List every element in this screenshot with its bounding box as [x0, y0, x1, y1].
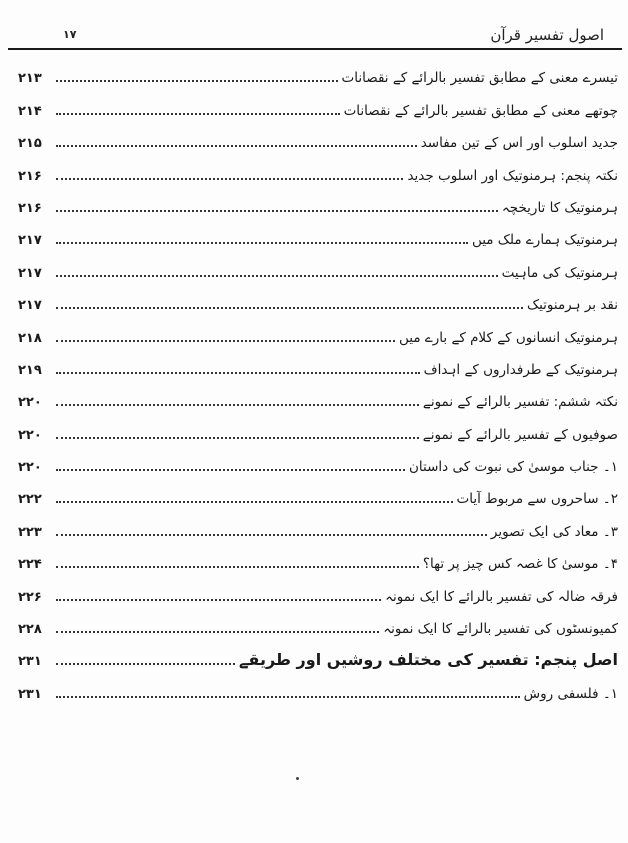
- page-header: [8, 22, 622, 52]
- dot-leader: [56, 307, 523, 309]
- toc-entry: [18, 190, 618, 222]
- toc-entry-title: ۴۔ موسیٰ کا غصہ کس چیز پر تھا؟: [422, 556, 618, 573]
- toc-entry-title: ۱۔ فلسفی روش: [523, 685, 618, 702]
- toc-entry-page: ۲۲۰: [18, 427, 42, 443]
- toc-entry-title: ۲۔ ساحروں سے مربوط آیات: [456, 491, 618, 508]
- dot-leader: [56, 599, 381, 601]
- toc-entry: [18, 319, 618, 351]
- toc-entry-page: ۲۱۵: [18, 136, 42, 152]
- toc-entry-title: نکتہ پنجم: ہرمنوتیک اور اسلوب جدید: [407, 167, 618, 184]
- toc-entry-title: صوفیوں کے تفسیر بالرائے کے نمونے: [422, 426, 618, 443]
- dot-leader: [56, 566, 419, 568]
- toc-entry: [18, 254, 618, 286]
- toc-entry-title: چوتھے معنی کے مطابق تفسیر بالرائے کے نقصانات: [343, 102, 618, 119]
- dot-leader: [56, 113, 340, 115]
- dot-leader: [56, 145, 417, 147]
- toc-entry-title: ہرمنوتیک کی ماہیت: [501, 264, 618, 281]
- dot-leader: [56, 80, 338, 82]
- scan-speck: [296, 777, 299, 780]
- toc-entry-page: ۲۱۸: [18, 330, 42, 346]
- toc-entry: [18, 157, 618, 189]
- dot-leader: [56, 242, 468, 244]
- toc-entry: [18, 352, 618, 384]
- running-title: اصول تفسیر قرآن: [490, 26, 604, 44]
- toc-entry-page: ۲۱۷: [18, 298, 42, 314]
- header-rule: [8, 48, 622, 50]
- dot-leader: [56, 663, 235, 665]
- toc-entry-page: ۲۱۴: [18, 103, 42, 119]
- toc-entry-chapter: [18, 643, 618, 675]
- toc-entry: [18, 384, 618, 416]
- toc-entry: [18, 449, 618, 481]
- toc-entry: [18, 546, 618, 578]
- toc-entry-page: ۲۱۳: [18, 71, 42, 87]
- dot-leader: [56, 210, 498, 212]
- toc-entry-page: ۲۲۳: [18, 524, 42, 540]
- dot-leader: [56, 437, 419, 439]
- toc-entry-title: نکتہ ششم: تفسیر بالرائے کے نمونے: [422, 394, 618, 411]
- dot-leader: [56, 696, 520, 698]
- toc-entry-title: فرقہ ضالہ کی تفسیر بالرائے کا ایک نمونہ: [385, 588, 618, 605]
- toc-entry: [18, 60, 618, 92]
- page-number: ١٧: [63, 28, 77, 41]
- dot-leader: [56, 340, 395, 342]
- toc-entry: [18, 125, 618, 157]
- dot-leader: [56, 469, 405, 471]
- toc-entry-title: ہرمنوتیک ہمارے ملک میں: [471, 232, 618, 249]
- toc-entry-page: ۲۲۶: [18, 589, 42, 605]
- toc-entry: [18, 416, 618, 448]
- toc-entry-page: ۲۳۱: [18, 654, 42, 670]
- toc-entry: [18, 222, 618, 254]
- dot-leader: [56, 501, 453, 503]
- toc-entry: [18, 481, 618, 513]
- toc-entry-page: ۲۱۷: [18, 265, 42, 281]
- toc-entry-title: تیسرے معنی کے مطابق تفسیر بالرائے کے نقصانات: [341, 70, 618, 87]
- toc-entry: [18, 513, 618, 545]
- toc-entry-title: ہرمنوتیک انسانوں کے کلام کے بارے میں: [398, 329, 618, 346]
- toc-entry-page: ۲۲۴: [18, 557, 42, 573]
- toc-entry-page: ۲۱۶: [18, 168, 42, 184]
- dot-leader: [56, 631, 379, 633]
- toc-entry-page: ۲۲۰: [18, 395, 42, 411]
- toc-entry-page: ۲۱۹: [18, 362, 42, 378]
- toc-entry: [18, 578, 618, 610]
- toc-entry-title: ہرمنوتیک کے طرفداروں کے اہداف: [423, 361, 618, 378]
- toc-entry-title: جدید اسلوب اور اس کے تین مفاسد: [420, 135, 618, 152]
- toc-entry-title: نقد بر ہرمنوتیک: [526, 297, 618, 314]
- toc-entry-title: ہرمنوتیک کا تاریخچہ: [501, 199, 618, 216]
- toc-entry-title: ۱۔ جناب موسیٰ کی نبوت کی داستان: [409, 459, 618, 476]
- toc-entry: [18, 611, 618, 643]
- dot-leader: [56, 404, 419, 406]
- toc-entry-page: ۲۱۶: [18, 200, 42, 216]
- toc-chapter-title: اصل پنجم: تفسیر کی مختلف روشیں اور طریقے: [239, 650, 618, 670]
- table-of-contents: [18, 60, 618, 708]
- toc-entry: [18, 92, 618, 124]
- dot-leader: [56, 372, 420, 374]
- toc-entry-page: ۲۳۱: [18, 686, 42, 702]
- toc-entry-page: ۲۱۷: [18, 233, 42, 249]
- toc-entry-title: کمیونسٹوں کی تفسیر بالرائے کا ایک نمونہ: [383, 621, 618, 638]
- toc-entry-page: ۲۲۸: [18, 622, 42, 638]
- dot-leader: [56, 178, 403, 180]
- toc-entry-title: ۳۔ معاد کی ایک تصویر: [490, 523, 618, 540]
- toc-entry: [18, 287, 618, 319]
- dot-leader: [56, 534, 487, 536]
- toc-entry-page: ۲۲۰: [18, 460, 42, 476]
- toc-entry-page: ۲۲۲: [18, 492, 42, 508]
- toc-entry: [18, 675, 618, 707]
- dot-leader: [56, 275, 498, 277]
